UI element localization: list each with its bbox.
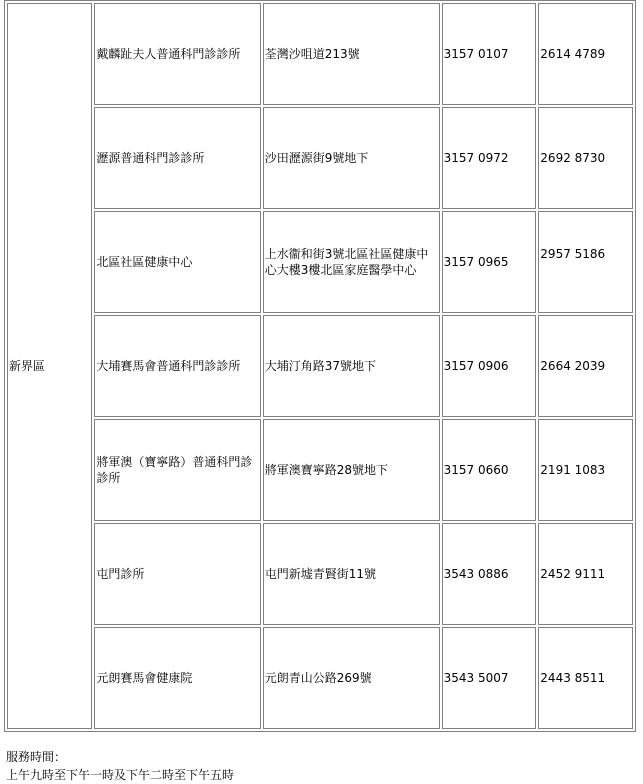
clinic-address-cell: 屯門新墟青賢街11號 — [263, 523, 440, 625]
clinic-name-cell: 戴麟趾夫人普通科門診診所 — [94, 3, 260, 105]
table-row — [7, 107, 633, 209]
clinic-fax-cell: 2443 8511 — [538, 627, 633, 729]
clinic-name-cell: 北區社區健康中心 — [94, 211, 260, 313]
clinic-address-cell: 將軍澳寶寧路28號地下 — [263, 419, 440, 521]
table-row — [7, 211, 633, 313]
table-row — [7, 419, 633, 521]
clinic-fax-cell: 2452 9111 — [538, 523, 633, 625]
clinic-fax-cell: 2664 2039 — [538, 315, 633, 417]
clinic-fax-cell: 2614 4789 — [538, 3, 633, 105]
clinic-phone-cell: 3157 0660 — [442, 419, 537, 521]
clinic-address-cell: 沙田瀝源街9號地下 — [263, 107, 440, 209]
clinic-phone-cell: 3157 0906 — [442, 315, 537, 417]
service-hours — [6, 748, 234, 784]
clinic-phone-cell: 3543 5007 — [442, 627, 537, 729]
table-row — [7, 315, 633, 417]
clinic-name-cell: 元朗賽馬會健康院 — [94, 627, 260, 729]
table-row — [7, 3, 633, 105]
clinic-phone-cell: 3157 0107 — [442, 3, 537, 105]
clinic-phone-cell: 3543 0886 — [442, 523, 537, 625]
clinic-address-cell: 元朗青山公路269號 — [263, 627, 440, 729]
clinic-address-cell: 荃灣沙咀道213號 — [263, 3, 440, 105]
clinic-address-cell: 大埔汀角路37號地下 — [263, 315, 440, 417]
clinic-name-cell: 將軍澳（寶寧路）普通科門診診所 — [94, 419, 260, 521]
clinic-address-cell: 上水衞和街3號北區社區健康中心大樓3樓北區家庭醫學中心 — [263, 211, 440, 313]
district-cell: 新界區 — [7, 3, 92, 729]
clinic-name-cell: 屯門診所 — [94, 523, 260, 625]
table-row — [7, 523, 633, 625]
clinic-fax-cell — [538, 211, 633, 313]
service-hours-value: 上午九時至下午一時及下午二時至下午五時 — [6, 768, 235, 782]
clinic-phone-cell: 3157 0965 — [442, 211, 537, 313]
service-hours-label: 服務時間： — [6, 750, 67, 764]
clinic-name-cell: 大埔賽馬會普通科門診診所 — [94, 315, 260, 417]
clinic-fax-text: 2957 5186 — [540, 247, 606, 261]
clinic-phone-cell: 3157 0972 — [442, 107, 537, 209]
clinic-name-cell: 瀝源普通科門診診所 — [94, 107, 260, 209]
clinic-fax-cell: 2191 1083 — [538, 419, 633, 521]
table-row — [7, 627, 633, 729]
clinic-table — [4, 0, 636, 732]
clinic-fax-cell: 2692 8730 — [538, 107, 633, 209]
